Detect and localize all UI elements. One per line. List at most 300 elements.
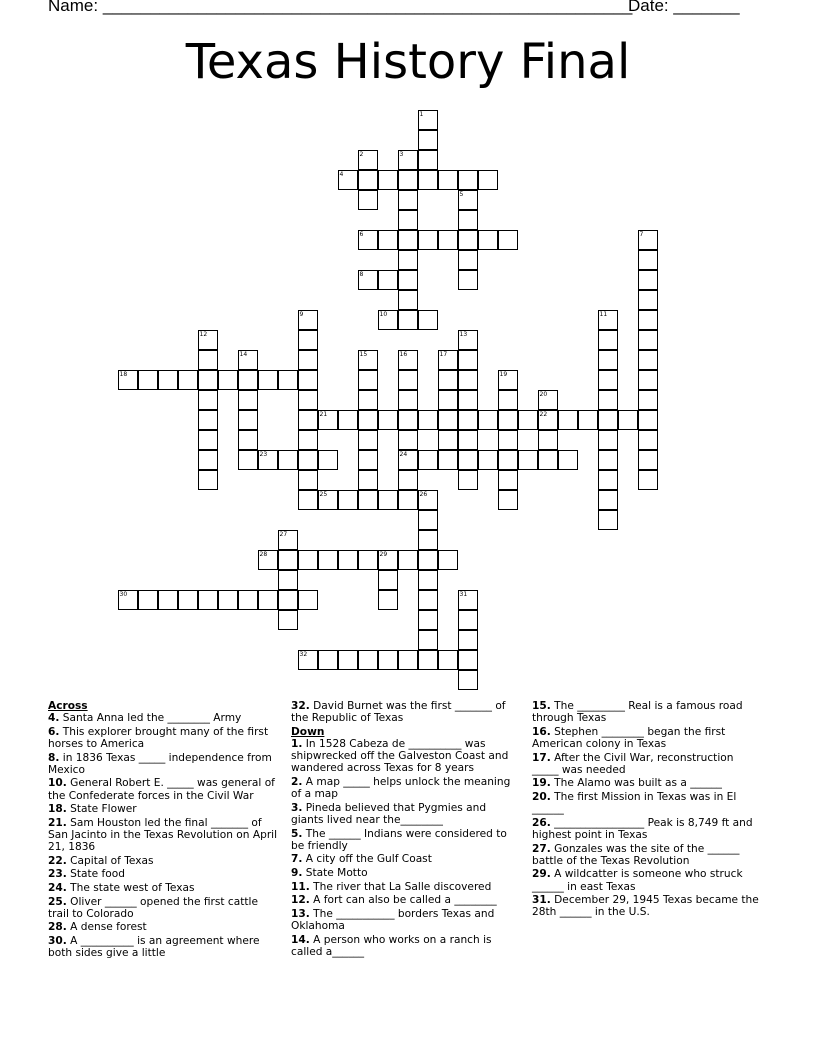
clue-num: 21. [48, 816, 67, 829]
grid-cell[interactable] [378, 650, 398, 670]
grid-cell[interactable] [438, 450, 458, 470]
grid-cell[interactable] [458, 190, 478, 210]
clue-text: A map _____ helps unlock the meaning of a map [291, 776, 511, 801]
grid-cell[interactable] [438, 170, 458, 190]
grid-cell[interactable] [398, 410, 418, 430]
grid-cell[interactable] [298, 550, 318, 570]
grid-cell[interactable] [378, 230, 398, 250]
grid-cell[interactable] [478, 410, 498, 430]
clue-num: 28. [48, 921, 67, 934]
grid-cell[interactable] [418, 570, 438, 590]
clue-text: The _________ Real is a famous road through Texas [532, 700, 743, 725]
grid-cell[interactable] [278, 370, 298, 390]
grid-cell[interactable] [378, 570, 398, 590]
clue-num: 11. [291, 880, 310, 893]
grid-cell[interactable] [478, 450, 498, 470]
grid-cell[interactable] [398, 250, 418, 270]
grid-cell[interactable] [638, 410, 658, 430]
grid-cell[interactable] [398, 170, 418, 190]
grid-cell[interactable] [598, 450, 618, 470]
grid-cell[interactable] [498, 370, 518, 390]
grid-cell[interactable] [298, 470, 318, 490]
grid-cell[interactable] [458, 230, 478, 250]
grid-cell[interactable] [458, 390, 478, 410]
across-clue [48, 726, 280, 750]
grid-cell[interactable] [318, 550, 338, 570]
grid-cell[interactable] [498, 490, 518, 510]
grid-cell[interactable] [478, 230, 498, 250]
grid-cell[interactable] [378, 410, 398, 430]
grid-cell[interactable] [258, 550, 278, 570]
clue-number: 10 [379, 310, 388, 318]
clue-num: 6. [48, 725, 60, 738]
grid-cell[interactable] [418, 410, 438, 430]
grid-cell[interactable] [318, 450, 338, 470]
clue-number: 29 [379, 550, 388, 558]
clue-num: 31. [532, 894, 551, 907]
grid-cell[interactable] [198, 470, 218, 490]
clue-number: 1 [419, 110, 424, 118]
grid-cell[interactable] [598, 430, 618, 450]
down-clue [532, 752, 762, 776]
down-clue [532, 726, 762, 750]
grid-cell[interactable] [458, 250, 478, 270]
grid-cell[interactable] [278, 590, 298, 610]
clue-num: 32. [291, 700, 310, 712]
clue-text: Pineda believed that Pygmies and giants lived near the________ [291, 801, 487, 826]
grid-cell[interactable] [498, 430, 518, 450]
grid-cell[interactable] [598, 370, 618, 390]
grid-cell[interactable] [418, 490, 438, 510]
grid-cell[interactable] [418, 530, 438, 550]
grid-cell[interactable] [418, 650, 438, 670]
grid-cell[interactable] [358, 450, 378, 470]
grid-cell[interactable] [398, 490, 418, 510]
grid-cell[interactable] [198, 430, 218, 450]
grid-cell[interactable] [638, 430, 658, 450]
grid-cell[interactable] [238, 430, 258, 450]
grid-cell[interactable] [358, 550, 378, 570]
grid-cell[interactable] [238, 590, 258, 610]
grid-cell[interactable] [418, 550, 438, 570]
clue-num: 24. [48, 881, 67, 894]
clue-number: 32 [299, 650, 308, 658]
grid-cell[interactable] [298, 350, 318, 370]
down-clue [532, 868, 762, 892]
grid-cell[interactable] [278, 570, 298, 590]
grid-cell[interactable] [398, 390, 418, 410]
clue-text: Stephen ________ began the first American colony in Texas [532, 725, 726, 750]
clue-text: Gonzales was the site of the ______ battle of the Texas Revolution [532, 842, 740, 867]
grid-cell[interactable] [458, 270, 478, 290]
grid-cell[interactable] [158, 590, 178, 610]
grid-cell[interactable] [298, 430, 318, 450]
grid-cell[interactable] [338, 410, 358, 430]
down-clue [291, 908, 511, 932]
clue-num: 13. [291, 907, 310, 920]
down-clue [291, 776, 511, 800]
grid-cell[interactable] [198, 330, 218, 350]
grid-cell[interactable] [598, 350, 618, 370]
clue-text: State food [66, 868, 125, 881]
grid-cell[interactable] [198, 350, 218, 370]
grid-cell[interactable] [358, 190, 378, 210]
grid-cell[interactable] [638, 330, 658, 350]
grid-cell[interactable] [458, 610, 478, 630]
grid-cell[interactable] [638, 450, 658, 470]
grid-cell[interactable] [358, 370, 378, 390]
grid-cell[interactable] [418, 110, 438, 130]
clue-text: A person who works on a ranch is called a______ [291, 933, 492, 958]
grid-cell[interactable] [378, 490, 398, 510]
grid-cell[interactable] [238, 350, 258, 370]
clue-num: 23. [48, 868, 67, 881]
grid-cell[interactable] [298, 370, 318, 390]
across-clue [48, 935, 280, 959]
clue-text: Santa Anna led the ________ Army [59, 712, 242, 725]
grid-cell[interactable] [238, 450, 258, 470]
down-clue [291, 802, 511, 826]
grid-cell[interactable] [298, 590, 318, 610]
grid-cell[interactable] [358, 470, 378, 490]
grid-cell[interactable] [398, 270, 418, 290]
clue-number: 14 [239, 350, 248, 358]
grid-cell[interactable] [358, 230, 378, 250]
grid-cell[interactable] [438, 650, 458, 670]
grid-cell[interactable] [458, 650, 478, 670]
grid-cell[interactable] [598, 410, 618, 430]
clue-text: Oliver ______ opened the first cattle trail to Colorado [48, 895, 258, 920]
grid-cell[interactable] [298, 330, 318, 350]
clue-text: State Motto [302, 866, 368, 879]
grid-cell[interactable] [498, 230, 518, 250]
clue-text: The first Mission in Texas was in El ______ [532, 790, 737, 816]
name-line [48, 0, 632, 16]
name-label: Name: [48, 0, 99, 15]
grid-cell[interactable] [518, 450, 538, 470]
grid-cell[interactable] [358, 650, 378, 670]
date-label: Date: [628, 0, 669, 15]
clue-text: David Burnet was the first _______ of the Republic of Texas [291, 700, 506, 725]
clue-num: 1. [291, 738, 303, 750]
grid-cell[interactable] [498, 390, 518, 410]
grid-cell[interactable] [418, 310, 438, 330]
clue-number: 6 [359, 230, 364, 238]
grid-cell[interactable] [498, 470, 518, 490]
down-clue [291, 934, 511, 958]
grid-cell[interactable] [358, 410, 378, 430]
grid-cell[interactable] [338, 490, 358, 510]
clue-number: 17 [439, 350, 448, 358]
grid-cell[interactable] [378, 310, 398, 330]
grid-cell[interactable] [258, 370, 278, 390]
grid-cell[interactable] [398, 290, 418, 310]
clue-number: 11 [599, 310, 608, 318]
grid-cell[interactable] [458, 410, 478, 430]
grid-cell[interactable] [558, 450, 578, 470]
clue-text: Capital of Texas [66, 854, 154, 867]
across-clue [48, 817, 280, 854]
grid-cell[interactable] [638, 350, 658, 370]
grid-cell[interactable] [338, 170, 358, 190]
grid-cell[interactable] [298, 310, 318, 330]
grid-cell[interactable] [538, 410, 558, 430]
grid-cell[interactable] [438, 350, 458, 370]
grid-cell[interactable] [198, 450, 218, 470]
grid-cell[interactable] [318, 490, 338, 510]
grid-cell[interactable] [458, 170, 478, 190]
clue-num: 10. [48, 777, 67, 790]
grid-cell[interactable] [418, 630, 438, 650]
across-clue [48, 752, 280, 776]
grid-cell[interactable] [418, 510, 438, 530]
clue-text: December 29, 1945 Texas became the 28th ______ in the U.S. [532, 894, 759, 919]
clue-num: 18. [48, 803, 67, 816]
grid-cell[interactable] [158, 370, 178, 390]
clue-text: in 1836 Texas _____ independence from Mexico [48, 751, 272, 776]
grid-cell[interactable] [398, 150, 418, 170]
grid-cell[interactable] [398, 470, 418, 490]
clue-text: The Alamo was built as a ______ [550, 777, 722, 790]
grid-cell[interactable] [598, 310, 618, 330]
grid-cell[interactable] [558, 410, 578, 430]
grid-cell[interactable] [298, 650, 318, 670]
grid-cell[interactable] [438, 430, 458, 450]
grid-cell[interactable] [418, 230, 438, 250]
grid-cell[interactable] [398, 650, 418, 670]
grid-cell[interactable] [458, 370, 478, 390]
clue-number: 5 [459, 190, 464, 198]
grid-cell[interactable] [378, 170, 398, 190]
grid-cell[interactable] [638, 470, 658, 490]
grid-cell[interactable] [358, 270, 378, 290]
grid-cell[interactable] [198, 390, 218, 410]
grid-cell[interactable] [438, 550, 458, 570]
grid-cell[interactable] [338, 550, 358, 570]
grid-cell[interactable] [598, 470, 618, 490]
grid-cell[interactable] [138, 590, 158, 610]
grid-cell[interactable] [638, 390, 658, 410]
down-clue [291, 828, 511, 852]
grid-cell[interactable] [638, 290, 658, 310]
grid-cell[interactable] [278, 610, 298, 630]
clue-text: The state west of Texas [66, 881, 195, 894]
grid-cell[interactable] [418, 450, 438, 470]
clue-column-3 [532, 700, 762, 920]
clue-number: 26 [419, 490, 428, 498]
grid-cell[interactable] [358, 390, 378, 410]
grid-cell[interactable] [178, 590, 198, 610]
grid-cell[interactable] [538, 450, 558, 470]
grid-cell[interactable] [118, 370, 138, 390]
grid-cell[interactable] [458, 350, 478, 370]
clue-number: 16 [399, 350, 408, 358]
grid-cell[interactable] [358, 490, 378, 510]
down-clue [291, 881, 511, 893]
date-blank[interactable]: _______ [673, 0, 740, 15]
grid-cell[interactable] [478, 170, 498, 190]
clue-number: 12 [199, 330, 208, 338]
grid-cell[interactable] [238, 370, 258, 390]
grid-cell[interactable] [518, 410, 538, 430]
grid-cell[interactable] [198, 370, 218, 390]
grid-cell[interactable] [118, 590, 138, 610]
clue-number: 4 [339, 170, 344, 178]
grid-cell[interactable] [638, 270, 658, 290]
grid-cell[interactable] [578, 410, 598, 430]
clue-number: 27 [279, 530, 288, 538]
grid-cell[interactable] [398, 450, 418, 470]
grid-cell[interactable] [398, 190, 418, 210]
clue-num: 14. [291, 933, 310, 946]
clue-num: 29. [532, 868, 551, 881]
grid-cell[interactable] [178, 370, 198, 390]
grid-cell[interactable] [258, 590, 278, 610]
grid-cell[interactable] [278, 530, 298, 550]
grid-cell[interactable] [278, 550, 298, 570]
grid-cell[interactable] [598, 390, 618, 410]
grid-cell[interactable] [358, 430, 378, 450]
grid-cell[interactable] [378, 270, 398, 290]
clue-num: 2. [291, 776, 303, 788]
clue-number: 24 [399, 450, 408, 458]
grid-cell[interactable] [298, 450, 318, 470]
grid-cell[interactable] [318, 410, 338, 430]
grid-cell[interactable] [638, 230, 658, 250]
across-clue [48, 803, 280, 815]
grid-cell[interactable] [458, 630, 478, 650]
grid-cell[interactable] [238, 390, 258, 410]
grid-cell[interactable] [398, 230, 418, 250]
grid-cell[interactable] [358, 150, 378, 170]
grid-cell[interactable] [418, 170, 438, 190]
grid-cell[interactable] [258, 450, 278, 470]
grid-cell[interactable] [298, 390, 318, 410]
across-clue [48, 712, 280, 724]
grid-cell[interactable] [458, 590, 478, 610]
grid-cell[interactable] [418, 610, 438, 630]
grid-cell[interactable] [278, 450, 298, 470]
clue-text: State Flower [66, 803, 137, 816]
grid-cell[interactable] [298, 490, 318, 510]
down-clue [532, 791, 762, 815]
grid-cell[interactable] [458, 430, 478, 450]
clue-text: A __________ is an agreement where both sides give a little [48, 934, 260, 960]
grid-cell[interactable] [458, 470, 478, 490]
grid-cell[interactable] [198, 590, 218, 610]
clue-number: 15 [359, 350, 368, 358]
grid-cell[interactable] [458, 210, 478, 230]
grid-cell[interactable] [398, 310, 418, 330]
grid-cell[interactable] [358, 170, 378, 190]
grid-cell[interactable] [638, 310, 658, 330]
grid-cell[interactable] [618, 410, 638, 430]
grid-cell[interactable] [538, 390, 558, 410]
grid-cell[interactable] [538, 430, 558, 450]
clue-num: 17. [532, 751, 551, 764]
grid-cell[interactable] [638, 250, 658, 270]
clue-number: 19 [499, 370, 508, 378]
clue-text: This explorer brought many of the first horses to America [48, 725, 269, 750]
clue-text: A dense forest [66, 921, 147, 934]
clue-text: General Robert E. _____ was general of the Confederate forces in the Civil War [48, 777, 275, 802]
clue-text: A city off the Gulf Coast [302, 853, 432, 866]
down-clue [291, 738, 511, 775]
clue-number: 3 [399, 150, 404, 158]
clue-num: 22. [48, 854, 67, 867]
grid-cell[interactable] [598, 330, 618, 350]
grid-cell[interactable] [378, 590, 398, 610]
down-clue [291, 894, 511, 906]
clue-num: 4. [48, 712, 60, 725]
grid-cell[interactable] [318, 650, 338, 670]
down-clue [532, 777, 762, 789]
name-blank[interactable]: ________________________________________________________ [102, 0, 633, 15]
grid-cell[interactable] [398, 370, 418, 390]
clue-column-1 [48, 700, 280, 961]
grid-cell[interactable] [218, 370, 238, 390]
grid-cell[interactable] [418, 150, 438, 170]
down-clue [532, 843, 762, 867]
grid-cell[interactable] [338, 650, 358, 670]
across-clue [48, 882, 280, 894]
grid-cell[interactable] [458, 330, 478, 350]
grid-cell[interactable] [418, 590, 438, 610]
grid-cell[interactable] [458, 670, 478, 690]
grid-cell[interactable] [198, 410, 218, 430]
grid-cell[interactable] [598, 510, 618, 530]
clue-num: 9. [291, 866, 303, 879]
grid-cell[interactable] [438, 390, 458, 410]
clue-text: A wildcatter is someone who struck ______ in east Texas [532, 868, 743, 893]
clue-text: The river that La Salle discovered [309, 880, 492, 893]
grid-cell[interactable] [438, 230, 458, 250]
grid-cell[interactable] [378, 550, 398, 570]
grid-cell[interactable] [438, 370, 458, 390]
grid-cell[interactable] [358, 350, 378, 370]
clue-number: 18 [119, 370, 128, 378]
clue-number: 25 [319, 490, 328, 498]
clue-text: The ___________ borders Texas and Oklahoma [291, 907, 495, 932]
grid-cell[interactable] [598, 490, 618, 510]
grid-cell[interactable] [498, 410, 518, 430]
grid-cell[interactable] [218, 590, 238, 610]
clue-number: 20 [539, 390, 548, 398]
grid-cell[interactable] [498, 450, 518, 470]
grid-cell[interactable] [638, 370, 658, 390]
clue-column-2 [291, 700, 511, 959]
grid-cell[interactable] [398, 430, 418, 450]
grid-cell[interactable] [298, 410, 318, 430]
across-clue [291, 700, 511, 724]
grid-cell[interactable] [398, 210, 418, 230]
clue-text: Sam Houston led the final _______ of San Jacinto in the Texas Revolution on April 21, 1836 [48, 816, 278, 854]
grid-cell[interactable] [438, 410, 458, 430]
page-title: Texas History Final [185, 34, 631, 90]
grid-cell[interactable] [398, 350, 418, 370]
grid-cell[interactable] [458, 450, 478, 470]
grid-cell[interactable] [398, 550, 418, 570]
grid-cell[interactable] [138, 370, 158, 390]
grid-cell[interactable] [238, 410, 258, 430]
down-clue [532, 894, 762, 918]
clue-text: In 1528 Cabeza de __________ was shipwrecked off the Galveston Coast and wandered across Texas for 8 years [291, 738, 509, 775]
clue-number: 31 [459, 590, 468, 598]
across-clue [48, 777, 280, 801]
grid-cell[interactable] [418, 130, 438, 150]
clue-number: 8 [359, 270, 364, 278]
clue-num: 20. [532, 790, 551, 803]
